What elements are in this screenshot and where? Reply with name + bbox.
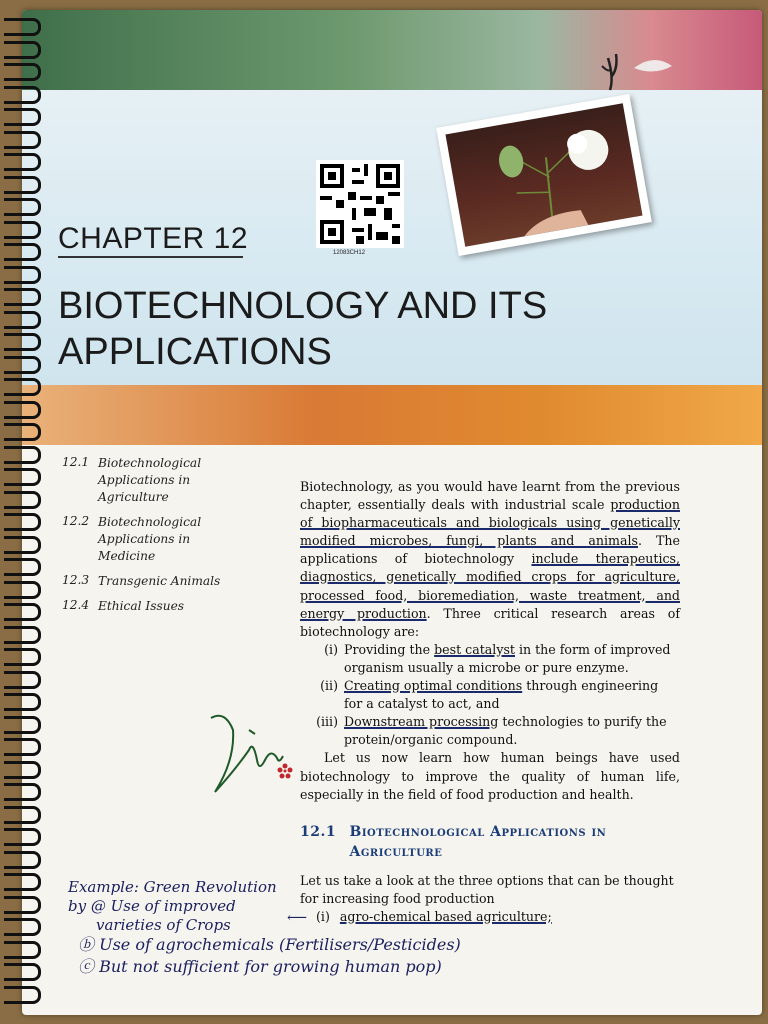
spiral-coil <box>4 288 41 306</box>
spiral-coil <box>4 716 41 734</box>
handwritten-signature <box>205 700 285 800</box>
list-number: (i) <box>324 641 338 657</box>
spiral-coil <box>4 941 41 959</box>
section-list-item <box>300 908 695 926</box>
toc-text: Biotechnological Applications in Agriculture <box>98 456 202 504</box>
underlined-text: include therapeutics, diagnostics, genetically modified crops for agriculture, processed food, bioremediation, waste treatment, and energy production <box>300 551 680 621</box>
spiral-coil <box>4 963 41 981</box>
text-span: Biotechnology, as you would have learnt from the previous chapter, essentially deals with industrial scale <box>300 479 680 513</box>
spiral-coil <box>4 558 41 576</box>
list-item <box>300 641 680 677</box>
chapter-contents <box>62 455 232 623</box>
underlined-text: Downstream processing <box>344 714 499 730</box>
note-line: by @ Use of improved <box>68 897 236 915</box>
list-number: (ii) <box>320 678 338 694</box>
toc-number: 12.3 <box>62 573 90 587</box>
text-span: . The applications of biotechnology <box>300 533 680 567</box>
spiral-coil <box>4 41 41 59</box>
paragraph-2: Let us now learn how human beings have used biotechnology to improve the quality of human life, especially in the field of food production and health. <box>300 750 680 802</box>
spiral-coil <box>4 603 41 621</box>
list-number: (iii) <box>316 714 338 730</box>
toc-text: Biotechnological Applications in Medicine <box>98 515 202 563</box>
spiral-coil <box>4 401 41 419</box>
handwritten-note <box>68 878 308 935</box>
note-line: ⓑ Use of agrochemicals (Fertilisers/Pesticides) <box>78 935 461 954</box>
text-span: through engineering for a catalyst to act, and <box>344 678 659 712</box>
spiral-coil <box>4 491 41 509</box>
spiral-coil <box>4 851 41 869</box>
spiral-coil <box>4 333 41 351</box>
spiral-coil <box>4 536 41 554</box>
toc-text: Ethical Issues <box>98 599 185 613</box>
text-span: technologies to purify the protein/organic compound. <box>344 714 667 748</box>
spiral-coil <box>4 513 41 531</box>
toc-number: 12.4 <box>62 598 90 612</box>
spiral-coil <box>4 311 41 329</box>
spiral-coil <box>4 648 41 666</box>
flower-doodle-icon <box>276 762 294 780</box>
chapter-title-line2: APPLICATIONS <box>58 331 332 373</box>
note-line: Example: Green Revolution <box>68 878 277 896</box>
spiral-coil <box>4 131 41 149</box>
spiral-coil <box>4 63 41 81</box>
list-number: (i) <box>316 909 330 924</box>
spiral-coil <box>4 986 41 1004</box>
spiral-coil <box>4 356 41 374</box>
spiral-coil <box>4 626 41 644</box>
spiral-coil <box>4 446 41 464</box>
list-text <box>344 713 680 749</box>
spiral-coil <box>4 783 41 801</box>
spiral-coil <box>4 468 41 486</box>
section-number: 12.1 <box>300 824 337 840</box>
intro-text <box>300 478 680 804</box>
section-title: Biotechnological Applications in Agriculture <box>349 824 607 860</box>
spiral-coil <box>4 693 41 711</box>
spiral-coil <box>4 86 41 104</box>
underlined-text: best catalyst <box>434 641 515 657</box>
toc-item[interactable] <box>62 455 232 506</box>
research-areas-list <box>300 641 680 750</box>
spiral-coil <box>4 266 41 284</box>
spiral-coil <box>4 896 41 914</box>
text-span: Providing the <box>344 641 435 657</box>
underlined-text: Creating optimal conditions <box>344 678 523 694</box>
spiral-coil <box>4 738 41 756</box>
section-body <box>300 872 695 926</box>
spiral-coil <box>4 18 41 36</box>
chapter-title <box>58 283 547 375</box>
text-span: in the form of improved organism usually a microbe or pure enzyme. <box>344 641 671 675</box>
toc-text: Transgenic Animals <box>98 574 221 588</box>
spiral-coil <box>4 918 41 936</box>
section-heading <box>300 822 700 862</box>
note-line: varieties of Crops <box>96 916 231 934</box>
toc-number: 12.1 <box>62 455 90 469</box>
section-intro: Let us take a look at the three options that can be thought for increasing food production <box>300 873 674 906</box>
text-span: . Three critical research areas of biotechnology are: <box>300 605 680 639</box>
intro-paragraph <box>300 478 680 641</box>
spiral-coil <box>4 378 41 396</box>
toc-item[interactable] <box>62 573 232 590</box>
arrow-left-icon: ⟵ <box>287 910 308 926</box>
spiral-coil <box>4 176 41 194</box>
spiral-coil <box>4 423 41 441</box>
spiral-coil <box>4 873 41 891</box>
underlined-text: production of biopharmaceuticals and biologicals using genetically modified microbes, fungi, plants and animals <box>300 497 680 549</box>
chapter-title-line1: BIOTECHNOLOGY AND ITS <box>58 285 548 327</box>
decorative-logo-icon <box>594 48 674 98</box>
chapter-number: CHAPTER 12 <box>58 222 249 255</box>
spiral-coil <box>4 243 41 261</box>
list-text <box>344 641 680 677</box>
list-item <box>300 713 680 749</box>
toc-item[interactable] <box>62 598 232 615</box>
toc-item[interactable] <box>62 514 232 565</box>
spiral-coil <box>4 108 41 126</box>
spiral-coil <box>4 153 41 171</box>
spiral-coil <box>4 828 41 846</box>
chapter-underline <box>58 256 243 258</box>
note-line: ⓒ But not sufficient for growing human pop) <box>78 957 442 976</box>
qr-code-label: 12083CH12 <box>333 250 366 256</box>
qr-code-icon[interactable] <box>316 160 404 248</box>
spiral-coil <box>4 198 41 216</box>
underlined-text: agro-chemical based agriculture; <box>339 909 552 924</box>
spiral-coil <box>4 806 41 824</box>
spiral-coil <box>4 761 41 779</box>
spiral-coil <box>4 221 41 239</box>
list-text <box>344 677 680 713</box>
spiral-coil <box>4 581 41 599</box>
spiral-binding <box>0 0 40 1024</box>
handwritten-note-2 <box>78 934 698 978</box>
list-item <box>300 677 680 713</box>
orange-divider-band <box>22 385 762 445</box>
spiral-coil <box>4 671 41 689</box>
toc-number: 12.2 <box>62 514 90 528</box>
